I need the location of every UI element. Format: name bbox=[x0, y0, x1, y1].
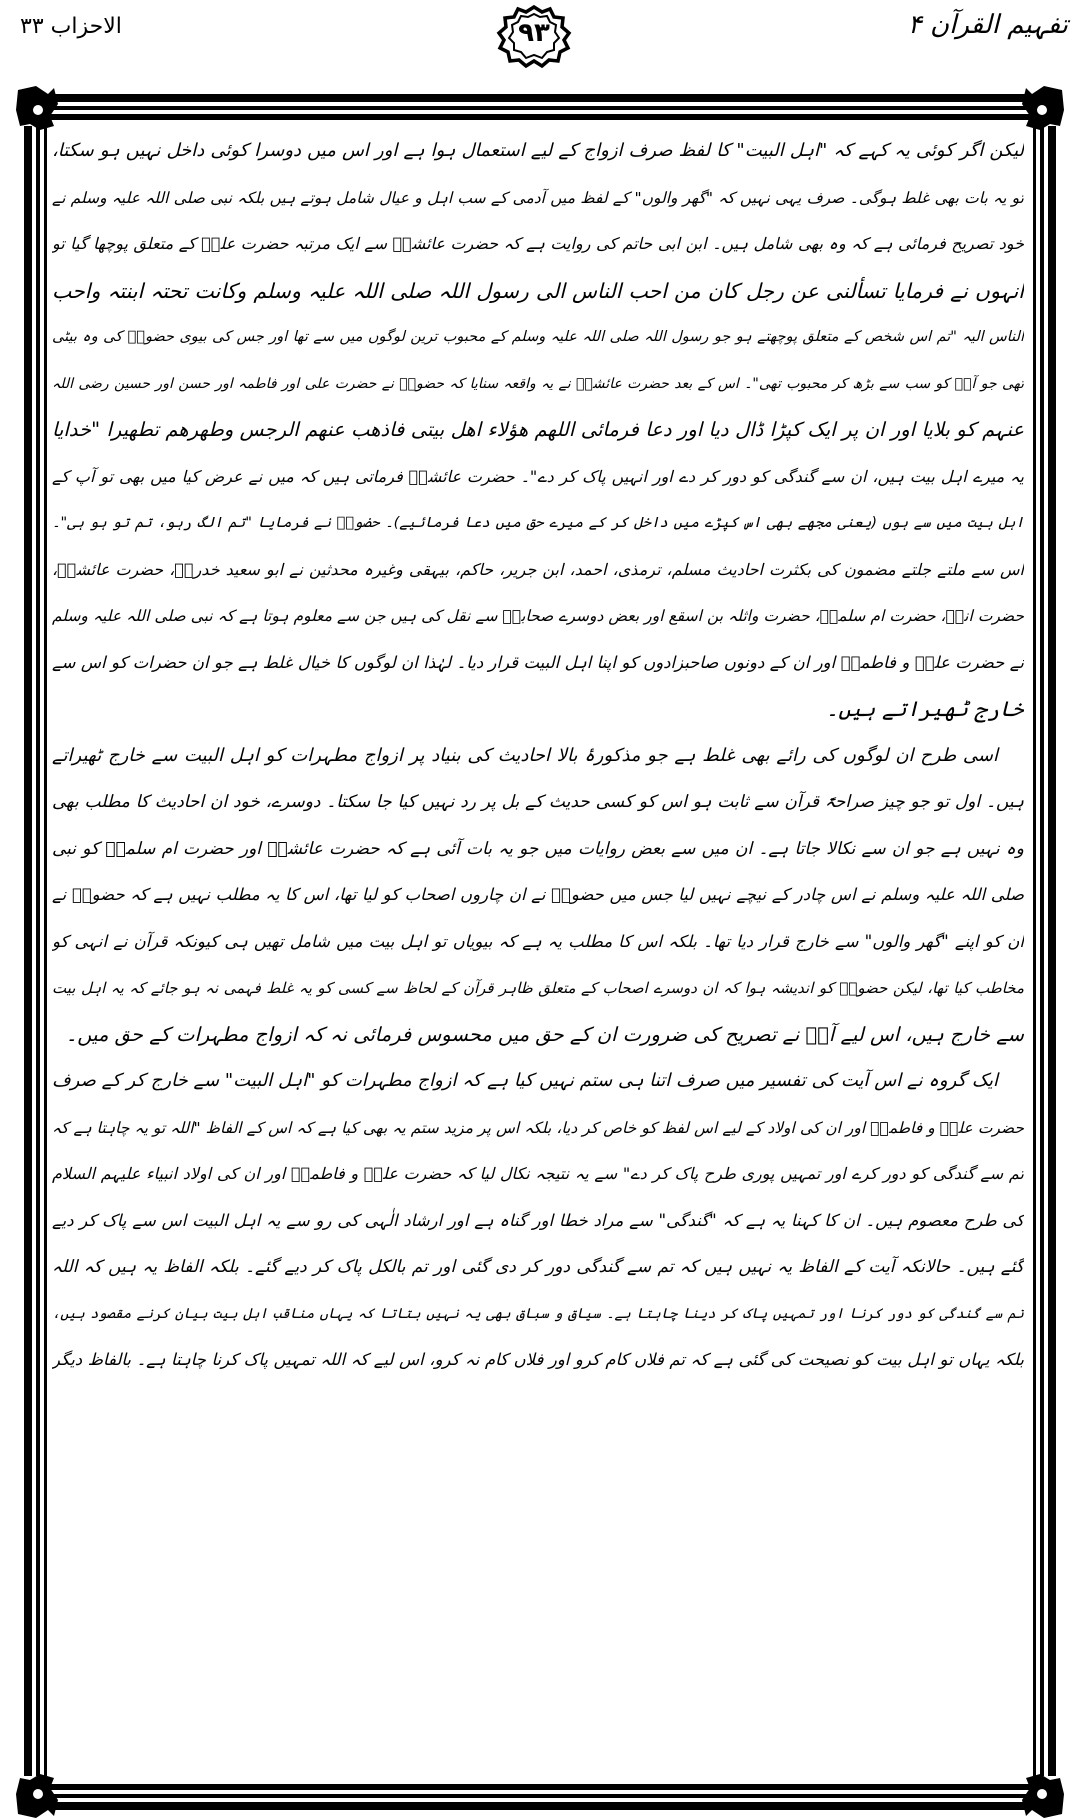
text-line: حضرت انسؓ، حضرت ام سلمہؓ، حضرت واثلہ بن اسقع اور بعض دوسرے صحابہؓ سے نقل کی ہیں جن سے معلوم ہوتا ہے کہ نبی صلی اللہ علیہ وسلم bbox=[52, 607, 1024, 625]
page-body-text bbox=[52, 128, 1024, 1384]
text-line: خود تصریح فرمائی ہے کہ وہ بھی شامل ہیں۔ ابن ابی حاتم کی روایت ہے کہ حضرت عائشہؓ سے ایک مرتبہ حضرت علیؓ کے متعلق پوچھا گیا تو bbox=[52, 234, 1024, 253]
text-line-paragraph-end: سے خارج ہیں، اس لیے آپؐ نے تصریح کی ضرورت ان کے حق میں محسوس فرمائی نہ کہ ازواج مطہرات کے حق میں۔ bbox=[65, 1022, 1024, 1046]
text-line: تو یہ بات بھی غلط ہوگی۔ صرف یہی نہیں کہ "گھر والوں" کے لفظ میں آدمی کے سب اہل و عیال شامل ہوتے ہیں بلکہ نبی صلی اللہ علیہ وسلم نے bbox=[52, 188, 1024, 207]
text-line: بلکہ یہاں تو اہل بیت کو نصیحت کی گئی ہے کہ تم فلاں کام کرو اور فلاں کام نہ کرو، اس لیے کہ اللہ تمہیں پاک کرنا چاہتا ہے۔ بالفاظ دیگر bbox=[52, 1350, 1024, 1369]
text-line: الناس الیہ "تم اس شخص کے متعلق پوچھتے ہو جو رسول اللہ صلی اللہ علیہ وسلم کے محبوب ترین لوگوں میں سے تھا اور جس کی بیوی حضورؐ کی وہ بیٹی bbox=[52, 329, 1024, 345]
text-line: اس سے ملتے جلتے مضمون کی بکثرت احادیث مسلم، ترمذی، احمد، ابن جریر، حاکم، بیہقی وغیرہ محدثین نے ابو سعید خدریؓ، حضرت عائشہؓ، bbox=[52, 559, 1024, 579]
text-line: تم سے گندگی کو دور کرنا اور تمہیں پاک کر دینا چاہتا ہے۔ سیاق و سباق بھی یہ نہیں بتاتا کہ یہاں مناقب اہل بیت بیان کرنے مقصود ہیں، bbox=[52, 1305, 1024, 1322]
text-line: صلی اللہ علیہ وسلم نے اس چادر کے نیچے نہیں لیا جس میں حضورؐ نے ان چاروں اصحاب کو لیا تھا، اس کا یہ مطلب نہیں ہے کہ حضورؐ نے bbox=[52, 885, 1024, 904]
book-title: تفہیم القرآن ۴ bbox=[907, 10, 1068, 40]
text-line: حضرت علیؓ و فاطمہؓ اور ان کی اولاد کے لیے اس لفظ کو خاص کر دیا، بلکہ اس پر مزید ستم یہ بھی کیا ہے کہ اس کے الفاظ "اللہ تو یہ چاہتا ہے کہ bbox=[52, 1118, 1024, 1137]
text-line-paragraph-end: خارج ٹھیراتے ہیں۔ bbox=[826, 697, 1024, 721]
text-line: مخاطب کیا تھا، لیکن حضورؐ کو اندیشہ ہوا کہ ان دوسرے اصحاب کے متعلق ظاہر قرآن کے لحاظ سے کسی کو یہ غلط فہمی نہ ہو جائے کہ یہ اہل بیت bbox=[52, 979, 1024, 997]
text-line: لیکن اگر کوئی یہ کہے کہ "اہل البیت" کا لفظ صرف ازواج کے لیے استعمال ہوا ہے اور اس میں دوسرا کوئی داخل نہیں ہو سکتا، bbox=[52, 140, 1024, 161]
text-line: نے حضرت علیؓ و فاطمہؓ اور ان کے دونوں صاحبزادوں کو اپنا اہل البیت قرار دیا۔ لہٰذا ان لوگوں کا خیال غلط ہے جو ان حضرات کو اس سے bbox=[52, 652, 1024, 672]
page-number: ۹۳ bbox=[518, 18, 550, 48]
text-line: انہوں نے فرمایا تسألنی عن رجل کان من احب الناس الی رسول اللہ صلی اللہ علیہ وسلم وکانت تحتہ ابنتہ واحب bbox=[52, 278, 1024, 303]
page-header bbox=[0, 0, 1076, 80]
text-line: یہ میرے اہل بیت ہیں، ان سے گندگی کو دور کر دے اور انہیں پاک کر دے"۔ حضرت عائشہؓ فرماتی ہیں کہ میں نے عرض کیا میں بھی تو آپ کے bbox=[52, 466, 1024, 486]
text-line-paragraph-start: ایک گروہ نے اس آیت کی تفسیر میں صرف اتنا ہی ستم نہیں کیا ہے کہ ازواج مطہرات کو "اہل البیت" سے خارج کر کے صرف bbox=[52, 1070, 998, 1091]
text-line-paragraph-start: اسی طرح ان لوگوں کی رائے بھی غلط ہے جو مذکورۂ بالا احادیث کی بنیاد پر ازواج مطہرات کو اہل البیت سے خارج ٹھیراتے bbox=[52, 744, 998, 766]
text-line: گئے ہیں۔ حالانکہ آیت کے الفاظ یہ نہیں ہیں کہ تم سے گندگی دور کر دی گئی اور تم بالکل پاک کر دیے گئے۔ بلکہ الفاظ یہ ہیں کہ اللہ bbox=[52, 1257, 1024, 1277]
text-line: تھی جو آپؐ کو سب سے بڑھ کر محبوب تھی"۔ اس کے بعد حضرت عائشہؓ نے یہ واقعہ سنایا کہ حضورؐ نے حضرت علی اور فاطمہ اور حسن اور حسین رضی اللہ bbox=[52, 375, 1024, 392]
text-line: وہ نہیں ہے جو ان سے نکالا جاتا ہے۔ ان میں سے بعض روایات میں جو یہ بات آئی ہے کہ حضرت عائشہؓ اور حضرت ام سلمہؓ کو نبی bbox=[52, 838, 1024, 859]
text-line: اہل بیت میں سے ہوں (یعنی مجھے بھی اس کپڑے میں داخل کر کے میرے حق میں دعا فرمائیے)۔ حضورؐ نے فرمایا "تم الگ رہو، تم تو ہو ہی"۔ bbox=[52, 515, 1024, 531]
text-line: تم سے گندگی کو دور کرے اور تمہیں پوری طرح پاک کر دے" سے یہ نتیجہ نکال لیا کہ حضرت علیؓ و فاطمہؓ اور ان کی اولاد انبیاء علیہم السلام bbox=[52, 1164, 1024, 1183]
text-line: ہیں۔ اول تو جو چیز صراحۃً قرآن سے ثابت ہو اس کو کسی حدیث کے بل پر رد نہیں کیا جا سکتا۔ دوسرے، خود ان احادیث کا مطلب بھی bbox=[52, 792, 1024, 812]
text-line: ان کو اپنے "گھر والوں" سے خارج قرار دیا تھا۔ بلکہ اس کا مطلب یہ ہے کہ بیویاں تو اہل بیت میں شامل تھیں ہی کیونکہ قرآن نے انہی کو bbox=[52, 931, 1024, 951]
text-line: عنہم کو بلایا اور ان پر ایک کپڑا ڈال دیا اور دعا فرمائی اللھم ھؤلاء اھل بیتی فاذھب عنھم الرجس وطھرھم تطھیرا "خدایا bbox=[52, 418, 1024, 441]
text-line: کی طرح معصوم ہیں۔ ان کا کہنا یہ ہے کہ "گندگی" سے مراد خطا اور گناہ ہے اور ارشاد الٰہی کی رو سے یہ اہل البیت اس سے پاک کر دیے bbox=[52, 1210, 1024, 1230]
page-number-badge bbox=[492, 4, 576, 68]
surah-reference: الاحزاب ۳۳ bbox=[20, 14, 122, 39]
